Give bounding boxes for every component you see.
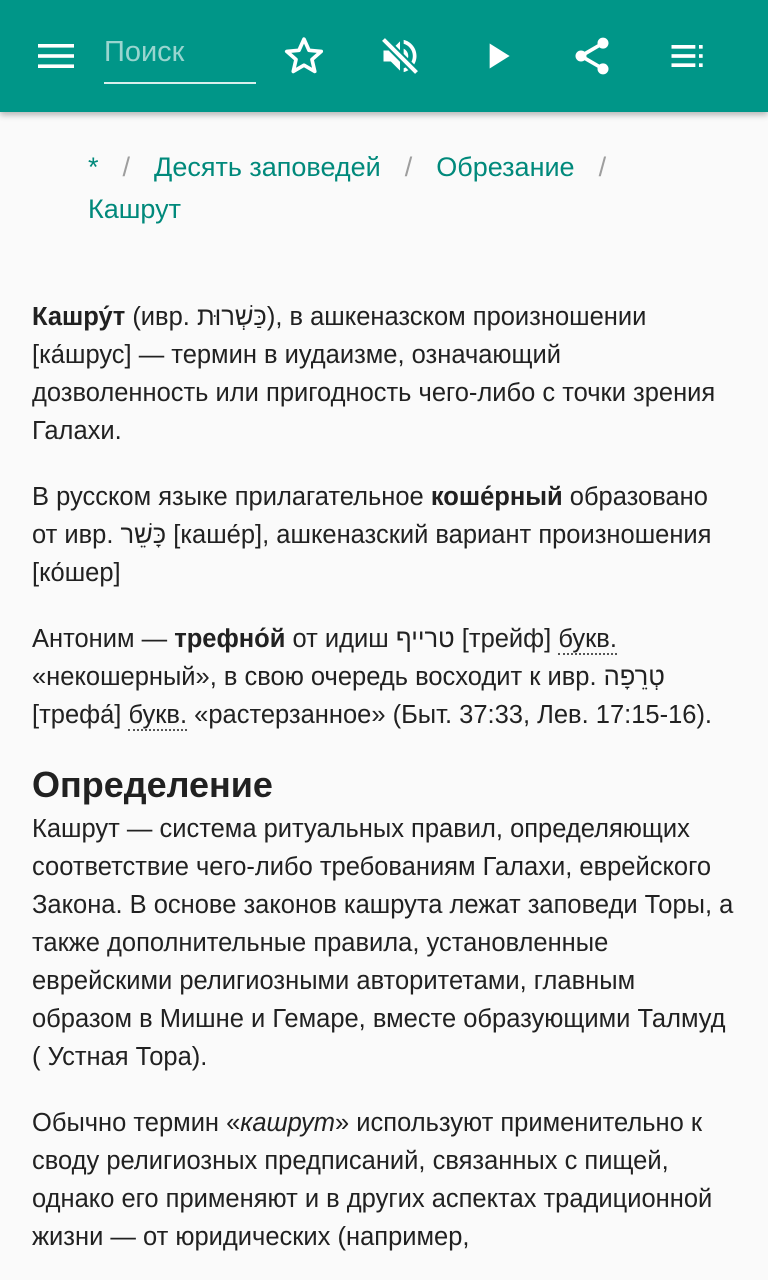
paragraph-text: образовано от ивр.	[32, 483, 708, 549]
volume-off-icon	[378, 34, 422, 78]
article-term: Кашру́т	[32, 303, 126, 331]
star-icon	[282, 34, 326, 78]
menu-button[interactable]	[24, 24, 88, 88]
paragraph-text: Обычно термин «	[32, 1109, 241, 1137]
article-body	[32, 298, 738, 1280]
breadcrumb-separator: /	[404, 152, 413, 182]
breadcrumb-root-link[interactable]: *	[88, 152, 99, 182]
paragraph-text: » используют применительно к своду религиозных предписаний, связанных с пищей, однако его применяют и в других аспектах традиционной жизни — от юридических (например,	[32, 1109, 713, 1251]
search-field[interactable]	[104, 28, 256, 84]
antonym-paragraph	[32, 620, 738, 734]
bold-term: коше́рный	[430, 483, 563, 511]
play-icon	[478, 36, 518, 76]
paragraph-text: Антоним —	[32, 625, 175, 653]
hebrew-term: כָּשֵׁר	[120, 521, 167, 549]
paragraph-text: ), в ашкеназском произношении [ка́шрус] — термин в иудаизме, означающий дозволенность или пригодность чего-либо с точки зрения Галахи.	[32, 303, 716, 445]
app-toolbar	[0, 0, 768, 112]
bookmark-button[interactable]	[272, 24, 336, 88]
paragraph-text: В русском языке прилагательное	[32, 483, 431, 511]
italic-term: кашрут	[240, 1109, 336, 1137]
abbreviation-tooltip[interactable]: букв.	[128, 701, 188, 729]
section-heading: Определение	[32, 764, 273, 805]
paragraph-text: от идиш	[285, 625, 396, 653]
play-button[interactable]	[466, 24, 530, 88]
mute-button[interactable]	[368, 24, 432, 88]
contents-button[interactable]	[656, 24, 720, 88]
breadcrumb-separator: /	[598, 152, 607, 182]
article-view[interactable]	[0, 112, 768, 1280]
abbreviation-tooltip[interactable]: букв.	[558, 625, 617, 653]
hebrew-term: כַּשְׁרוּת	[196, 303, 267, 331]
breadcrumb	[88, 146, 708, 230]
paragraph-text: [трейф]	[454, 625, 559, 653]
paragraph-text: «растерзанное» (Быт. 37:33, Лев. 17:15-16).	[187, 701, 713, 729]
breadcrumb-current-page[interactable]: Кашрут	[88, 194, 181, 224]
etymology-paragraph	[32, 478, 738, 592]
bold-term: трефно́й	[174, 625, 286, 653]
breadcrumb-separator: /	[122, 152, 131, 182]
intro-paragraph	[32, 298, 738, 450]
definition-paragraph: Кашрут — система ритуальных правил, определяющих соответствие чего-либо требованиям Галахи, еврейского Закона. В основе законов кашрута лежат заповеди Торы, а также дополнительные правила, установленные еврейскими религиозными авторитетами, главным образом в Мишне и Гемаре, вместе образующими Талмуд ( Устная Тора).	[32, 815, 734, 1071]
usage-paragraph	[32, 1104, 738, 1256]
paragraph-text: [каше́р], ашкеназский вариант произношения [ко́шер]	[32, 521, 712, 587]
search-input[interactable]	[104, 28, 256, 76]
paragraph-text: [трефа́]	[32, 701, 129, 729]
paragraph-text: (ивр.	[125, 303, 197, 331]
hebrew-term: טְרֵפָה	[603, 663, 665, 691]
menu-icon	[36, 36, 76, 76]
breadcrumb-link-circumcision[interactable]: Обрезание	[436, 152, 575, 182]
share-icon	[570, 34, 614, 78]
paragraph-text: «некошерный», в свою очередь восходит к ивр.	[32, 663, 604, 691]
yiddish-term: טרייף	[395, 625, 455, 653]
breadcrumb-link-ten-commandments[interactable]: Десять заповедей	[154, 152, 381, 182]
list-icon	[666, 34, 710, 78]
share-button[interactable]	[560, 24, 624, 88]
